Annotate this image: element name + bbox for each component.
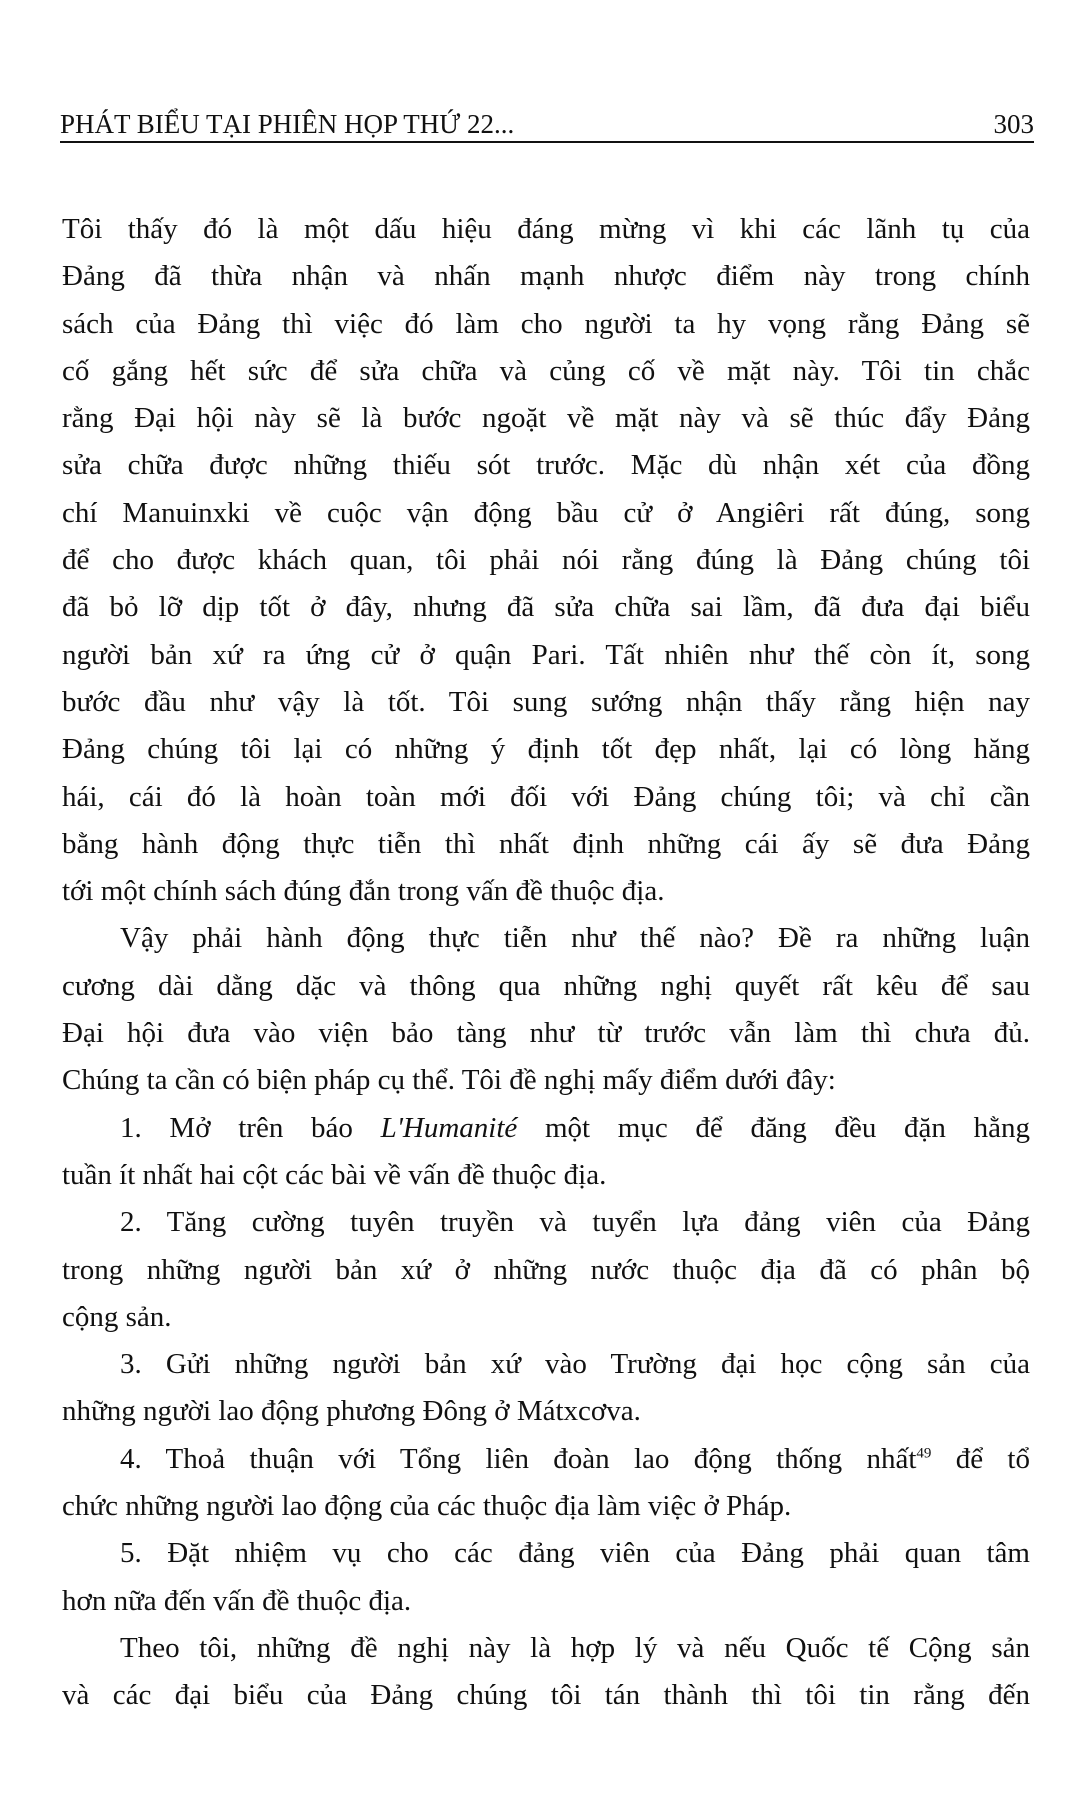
paragraph — [62, 1199, 1030, 1341]
text-line: cộng sản. — [62, 1300, 172, 1333]
text-line: Theo tôi, những đề nghị này là hợp lý và nếu Quốc tế Cộng sản — [120, 1631, 1030, 1664]
text-line: 3. Gửi những người bản xứ vào Trường đại học cộng sản của — [120, 1348, 1030, 1381]
text-line: sách của Đảng thì việc đó làm cho người ta hy vọng rằng Đảng sẽ — [62, 307, 1030, 340]
page-number: 303 — [993, 109, 1034, 139]
text-line: bằng hành động thực tiễn thì nhất định những cái ấy sẽ đưa Đảng — [62, 827, 1030, 860]
text-line: chí Manuinxki về cuộc vận động bầu cử ở Angiêri rất đúng, song — [62, 496, 1030, 529]
text-line: để cho được khách quan, tôi phải nói rằng đúng là Đảng chúng tôi — [62, 544, 1030, 577]
paragraph — [62, 1530, 1030, 1625]
text-line: tuần ít nhất hai cột các bài về vấn đề thuộc địa. — [62, 1158, 607, 1191]
text-line: hái, cái đó là hoàn toàn mới đối với Đảng chúng tôi; và chỉ cần — [62, 780, 1030, 813]
paragraph — [62, 915, 1030, 1104]
text-segment: 4. Thoả thuận với Tổng liên đoàn lao động thống nhất — [120, 1442, 917, 1475]
footnote-ref: 49 — [916, 1445, 932, 1462]
paragraph — [62, 1436, 1030, 1531]
paragraph — [62, 1341, 1030, 1436]
italic-title: L'Humanité — [380, 1111, 518, 1144]
text-line: Chúng ta cần có biện pháp cụ thể. Tôi đề nghị mấy điểm dưới đây: — [62, 1064, 836, 1097]
text-segment: 1. Mở trên báo — [120, 1111, 381, 1144]
text-line: chức những người lao động của các thuộc địa làm việc ở Pháp. — [62, 1490, 792, 1523]
text-line: Tôi thấy đó là một dấu hiệu đáng mừng vì khi các lãnh tụ của — [62, 213, 1030, 245]
paragraph — [62, 206, 1030, 915]
text-line: đã bỏ lỡ dịp tốt ở đây, nhưng đã sửa chữa sai lầm, đã đưa đại biểu — [62, 591, 1030, 624]
text-line: và các đại biểu của Đảng chúng tôi tán thành thì tôi tin rằng đến — [62, 1679, 1030, 1712]
text-line — [62, 1105, 1030, 1152]
text-line — [62, 1436, 1030, 1483]
text-line: những người lao động phương Đông ở Mátxcơva. — [62, 1395, 641, 1428]
text-line: bước đầu như vậy là tốt. Tôi sung sướng nhận thấy rằng hiện nay — [62, 685, 1030, 718]
text-line: rằng Đại hội này sẽ là bước ngoặt về mặt này và sẽ thúc đẩy Đảng — [62, 402, 1030, 435]
header-rule — [60, 141, 1034, 143]
running-title: PHÁT BIỂU TẠI PHIÊN HỌP THỨ 22... — [60, 109, 515, 139]
text-line: Vậy phải hành động thực tiễn như thế nào? Đề ra những luận — [120, 922, 1030, 955]
body-text — [62, 206, 1030, 1720]
text-line: hơn nữa đến vấn đề thuộc địa. — [62, 1584, 412, 1617]
text-line: cố gắng hết sức để sửa chữa và củng cố về mặt này. Tôi tin chắc — [62, 354, 1030, 387]
text-line: 2. Tăng cường tuyên truyền và tuyển lựa đảng viên của Đảng — [120, 1206, 1030, 1239]
text-segment: để tổ — [931, 1442, 1030, 1475]
text-line: Đảng chúng tôi lại có những ý định tốt đẹp nhất, lại có lòng hăng — [62, 733, 1030, 766]
text-line: người bản xứ ra ứng cử ở quận Pari. Tất nhiên như thế còn ít, song — [62, 638, 1030, 671]
text-line: cương dài dằng dặc và thông qua những nghị quyết rất kêu để sau — [62, 969, 1030, 1002]
text-line: Đại hội đưa vào viện bảo tàng như từ trước vẫn làm thì chưa đủ. — [62, 1017, 1030, 1050]
paragraph — [62, 1625, 1030, 1720]
text-line: tới một chính sách đúng đắn trong vấn đề thuộc địa. — [62, 875, 665, 908]
running-header — [60, 100, 1034, 140]
text-line: Đảng đã thừa nhận và nhấn mạnh nhược điểm này trong chính — [62, 260, 1030, 293]
text-line: 5. Đặt nhiệm vụ cho các đảng viên của Đảng phải quan tâm — [120, 1537, 1030, 1570]
text-line: sửa chữa được những thiếu sót trước. Mặc dù nhận xét của đồng — [62, 449, 1030, 482]
paragraph — [62, 1105, 1030, 1200]
text-segment: một mục để đăng đều đặn hằng — [517, 1111, 1030, 1144]
text-line: trong những người bản xứ ở những nước thuộc địa đã có phân bộ — [62, 1253, 1030, 1286]
